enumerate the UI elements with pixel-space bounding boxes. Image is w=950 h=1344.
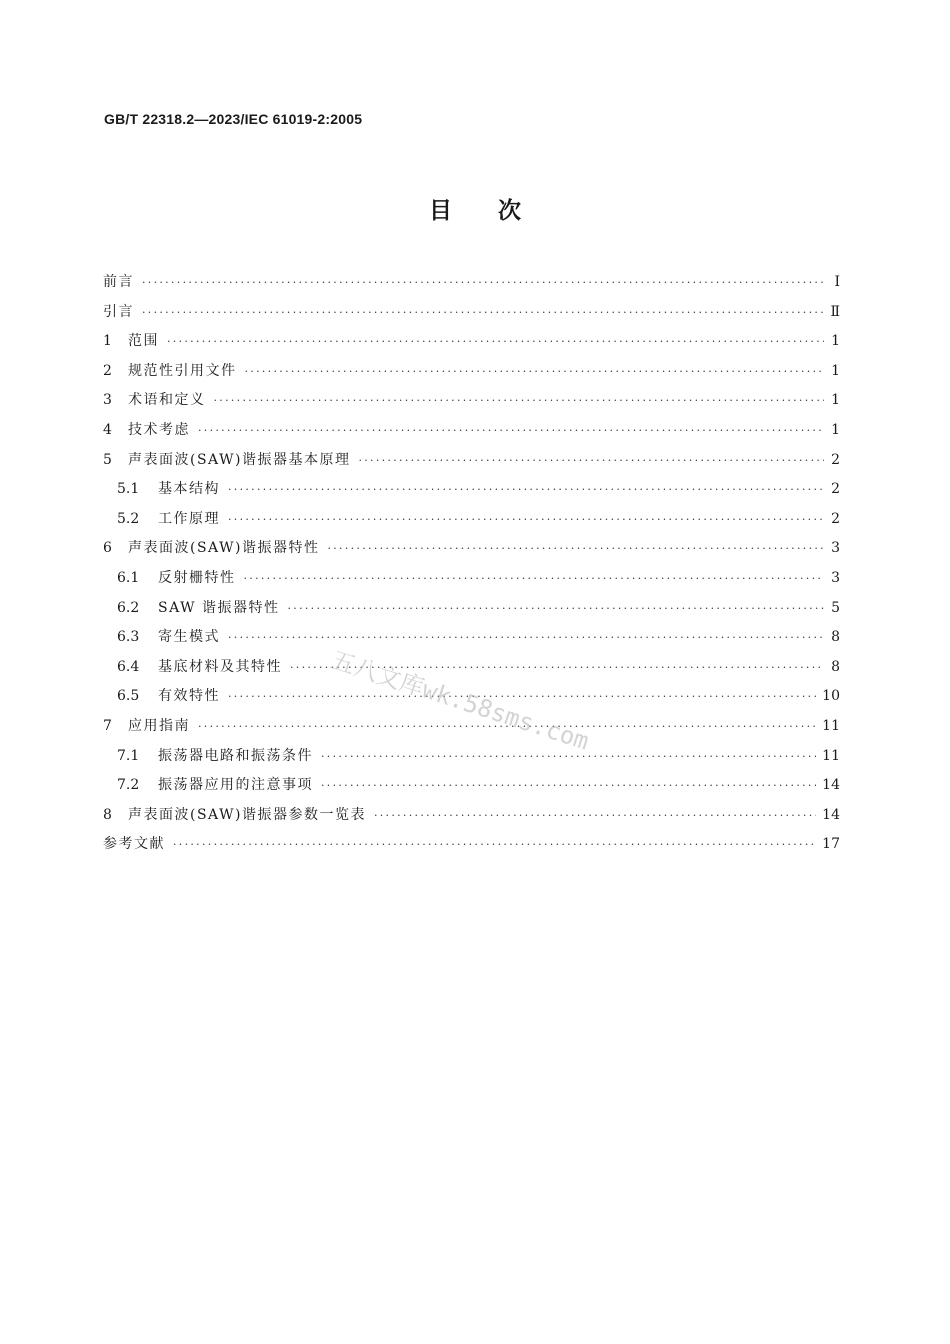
toc-entry-label: 反射栅特性 xyxy=(158,569,236,586)
toc-entry[interactable] xyxy=(103,416,840,446)
toc-leader-dots xyxy=(214,386,825,416)
toc-entry-page: 14 xyxy=(822,806,840,823)
toc-entry[interactable] xyxy=(103,298,840,328)
toc-entry-page: 2 xyxy=(831,510,840,527)
toc-entry-page: 1 xyxy=(831,421,840,438)
toc-entry-page: 10 xyxy=(822,688,840,705)
toc-leader-dots xyxy=(321,771,816,801)
toc-entry-label: 工作原理 xyxy=(158,510,220,527)
toc-leader-dots xyxy=(358,446,824,476)
toc-entry-number: 8 xyxy=(103,806,112,823)
toc-entry-label: 前言 xyxy=(103,274,134,290)
toc-entry-page: 11 xyxy=(822,747,840,764)
page-title: 目次 xyxy=(429,197,567,224)
toc-leader-dots xyxy=(287,594,824,624)
toc-entry-number: 7.2 xyxy=(117,777,140,794)
toc-entry[interactable] xyxy=(103,830,840,860)
toc-entry-page: 2 xyxy=(831,481,840,498)
toc-leader-dots xyxy=(173,830,816,860)
toc-entry-page: 8 xyxy=(831,629,840,646)
toc-entry[interactable] xyxy=(103,446,840,476)
toc-entry-page: Ⅱ xyxy=(830,303,840,320)
toc-entry-page: 8 xyxy=(831,658,840,675)
toc-entry-label: 寄生模式 xyxy=(158,629,220,646)
toc-entry[interactable] xyxy=(103,357,840,387)
toc-leader-dots xyxy=(327,534,824,564)
toc-leader-dots xyxy=(142,298,824,328)
toc-entry-number: 1 xyxy=(103,333,112,350)
toc-entry-page: 3 xyxy=(831,540,840,557)
toc-entry[interactable] xyxy=(103,653,840,683)
toc-leader-dots xyxy=(244,564,825,594)
toc-entry[interactable] xyxy=(103,475,840,505)
toc-entry[interactable] xyxy=(103,327,840,357)
toc-entry-page: Ⅰ xyxy=(834,274,840,290)
toc-entry[interactable] xyxy=(103,801,840,831)
toc-entry[interactable] xyxy=(103,564,840,594)
toc-entry-label: 范围 xyxy=(128,333,159,350)
toc-entry-label: 参考文献 xyxy=(103,836,165,853)
toc-entry[interactable] xyxy=(103,742,840,772)
toc-entry-page: 17 xyxy=(822,836,840,853)
toc-leader-dots xyxy=(228,475,824,505)
toc-entry-label: 基本结构 xyxy=(158,481,220,498)
toc-leader-dots xyxy=(245,357,825,387)
toc-entry-number: 7.1 xyxy=(117,747,140,764)
document-standard-id: GB/T 22318.2—2023/IEC 61019-2:2005 xyxy=(104,111,363,127)
toc-entry-label: 声表面波(SAW)谐振器参数一览表 xyxy=(128,806,366,823)
toc-leader-dots xyxy=(142,268,824,298)
toc-entry-label: 声表面波(SAW)谐振器特性 xyxy=(128,540,320,557)
table-of-contents xyxy=(103,268,840,860)
toc-entry-label: SAW 谐振器特性 xyxy=(158,599,280,616)
toc-entry-label: 技术考虑 xyxy=(128,421,190,438)
toc-entry-number: 6.1 xyxy=(117,569,140,586)
toc-entry-number: 2 xyxy=(103,362,112,379)
toc-entry[interactable] xyxy=(103,505,840,535)
toc-entry[interactable] xyxy=(103,268,840,298)
toc-entry[interactable] xyxy=(103,534,840,564)
toc-entry-number: 5.2 xyxy=(117,510,140,527)
toc-entry-page: 1 xyxy=(831,392,840,409)
toc-leader-dots xyxy=(198,416,824,446)
toc-entry-label: 引言 xyxy=(103,303,134,320)
toc-entry-label: 振荡器电路和振荡条件 xyxy=(158,747,313,764)
toc-entry-page: 11 xyxy=(822,717,840,734)
toc-entry-page: 2 xyxy=(831,451,840,468)
toc-leader-dots xyxy=(228,623,824,653)
toc-entry-label: 振荡器应用的注意事项 xyxy=(158,777,313,794)
toc-entry-label: 声表面波(SAW)谐振器基本原理 xyxy=(128,451,351,468)
toc-entry-number: 3 xyxy=(103,392,112,409)
toc-entry[interactable] xyxy=(103,386,840,416)
toc-entry[interactable] xyxy=(103,623,840,653)
toc-entry[interactable] xyxy=(103,594,840,624)
toc-leader-dots xyxy=(228,505,824,535)
toc-entry-label: 基底材料及其特性 xyxy=(158,658,282,675)
toc-entry-number: 7 xyxy=(103,717,112,734)
toc-entry-page: 1 xyxy=(831,333,840,350)
toc-entry-number: 5.1 xyxy=(117,481,140,498)
toc-entry-number: 5 xyxy=(103,451,112,468)
toc-entry-number: 6 xyxy=(103,540,112,557)
toc-entry-page: 1 xyxy=(831,362,840,379)
toc-entry-number: 6.3 xyxy=(117,629,140,646)
toc-entry-label: 术语和定义 xyxy=(128,392,206,409)
toc-entry-page: 14 xyxy=(822,777,840,794)
toc-entry-label: 应用指南 xyxy=(128,717,190,734)
toc-entry-page: 3 xyxy=(831,569,840,586)
toc-entry-number: 6.2 xyxy=(117,599,140,616)
toc-leader-dots xyxy=(167,327,824,357)
toc-entry-number: 4 xyxy=(103,421,112,438)
toc-entry-label: 规范性引用文件 xyxy=(128,362,237,379)
toc-entry-number: 6.5 xyxy=(117,688,140,705)
toc-entry-number: 6.4 xyxy=(117,658,140,675)
toc-entry-label: 有效特性 xyxy=(158,688,220,705)
toc-entry[interactable] xyxy=(103,771,840,801)
toc-entry-page: 5 xyxy=(831,599,840,616)
watermark-text: 五八文库wk.58sms.com xyxy=(327,645,593,756)
toc-leader-dots xyxy=(374,801,816,831)
